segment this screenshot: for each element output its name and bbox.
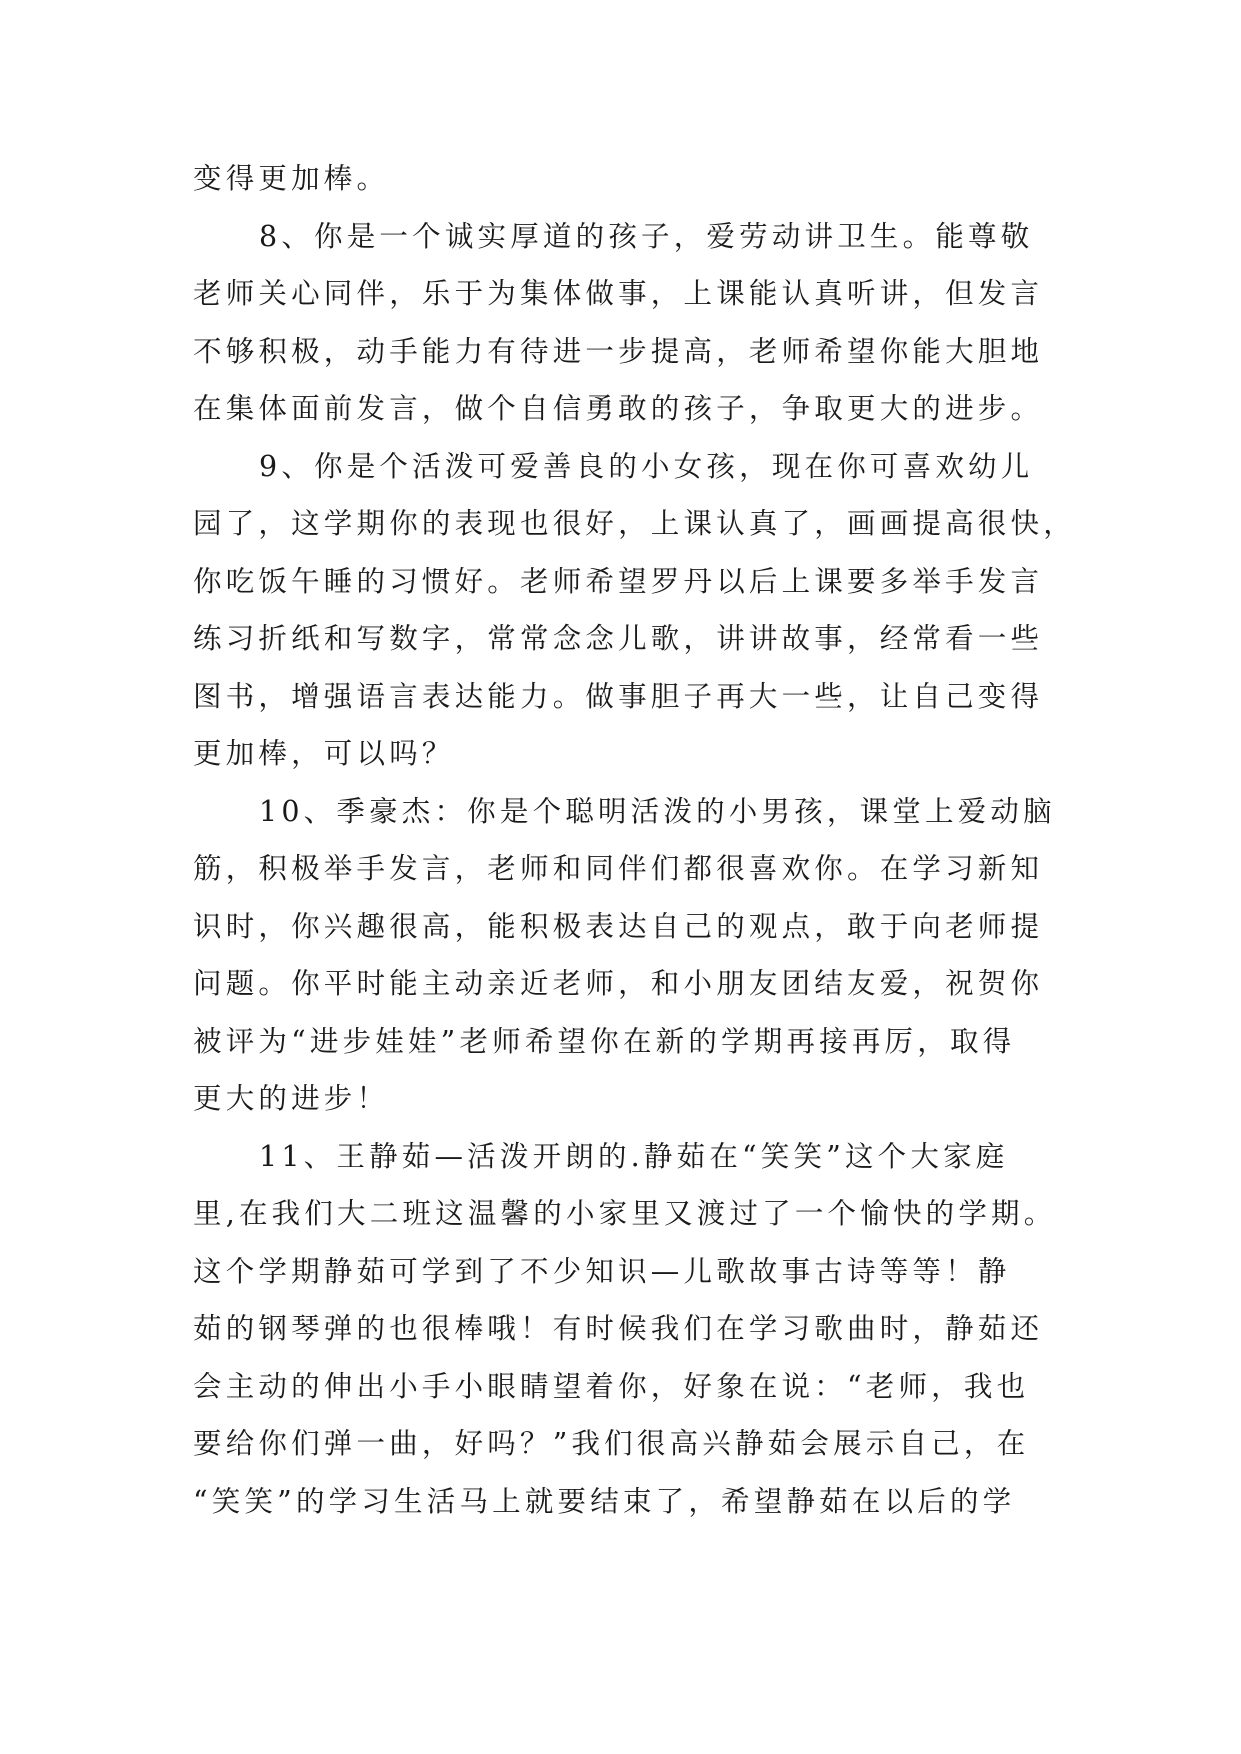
paragraph-8-start: 8、你是一个诚实厚道的孩子，爱劳动讲卫生。能尊敬 — [259, 219, 1034, 253]
text-line: 被评为“进步娃娃”老师希望你在新的学期再接再厉，取得 — [193, 1024, 1016, 1058]
text-line: 筋，积极举手发言，老师和同伴们都很喜欢你。在学习新知 — [193, 852, 1044, 885]
text-line: 更加棒，可以吗？ — [193, 737, 455, 770]
text-line: 会主动的伸出小手小眼睛望着你，好象在说：“老师，我也 — [193, 1369, 1030, 1403]
text-line: 图书，增强语言表达能力。做事胆子再大一些，让自己变得 — [193, 679, 1044, 713]
text-line: 识时，你兴趣很高，能积极表达自己的观点，敢于向老师提 — [193, 909, 1044, 943]
text-line: 在集体面前发言，做个自信勇敢的孩子，争取更大的进步。 — [193, 392, 1044, 425]
text-line: 里,在我们大二班这温馨的小家里又渡过了一个愉快的学期。 — [193, 1197, 1057, 1230]
text-line: 园了，这学期你的表现也很好，上课认真了，画画提高很快， — [193, 507, 1076, 540]
text-line: 这个学期静茹可学到了不少知识—儿歌故事古诗等等！静 — [193, 1254, 1011, 1288]
text-line: 变得更加棒。 — [193, 162, 390, 195]
text-line: 更大的进步！ — [193, 1082, 390, 1115]
text-line: 茹的钢琴弹的也很棒哦！有时候我们在学习歌曲时，静茹还 — [193, 1312, 1044, 1345]
text-line: 不够积极，动手能力有待进一步提高，老师希望你能大胆地 — [193, 334, 1044, 368]
text-line: 老师关心同伴，乐于为集体做事，上课能认真听讲，但发言 — [193, 277, 1044, 310]
text-line: 你吃饭午睡的习惯好。老师希望罗丹以后上课要多举手发言 — [193, 564, 1044, 598]
text-line: 要给你们弹一曲，好吗？”我们很高兴静茹会展示自己，在 — [193, 1427, 1030, 1460]
paragraph-9-start: 9、你是个活泼可爱善良的小女孩，现在你可喜欢幼儿 — [259, 449, 1034, 483]
text-line: 练习折纸和写数字，常常念念儿歌，讲讲故事，经常看一些 — [193, 622, 1044, 655]
text-line: “笑笑”的学习生活马上就要结束了，希望静茹在以后的学 — [193, 1484, 1016, 1518]
paragraph-10-start: 10、季豪杰：你是个聪明活泼的小男孩，课堂上爱动脑 — [259, 794, 1056, 828]
text-line: 问题。你平时能主动亲近老师，和小朋友团结友爱，祝贺你 — [193, 967, 1044, 1000]
paragraph-11-start: 11、王静茹—活泼开朗的.静茹在“笑笑”这个大家庭 — [259, 1139, 1009, 1173]
document-page — [193, 150, 1076, 1530]
